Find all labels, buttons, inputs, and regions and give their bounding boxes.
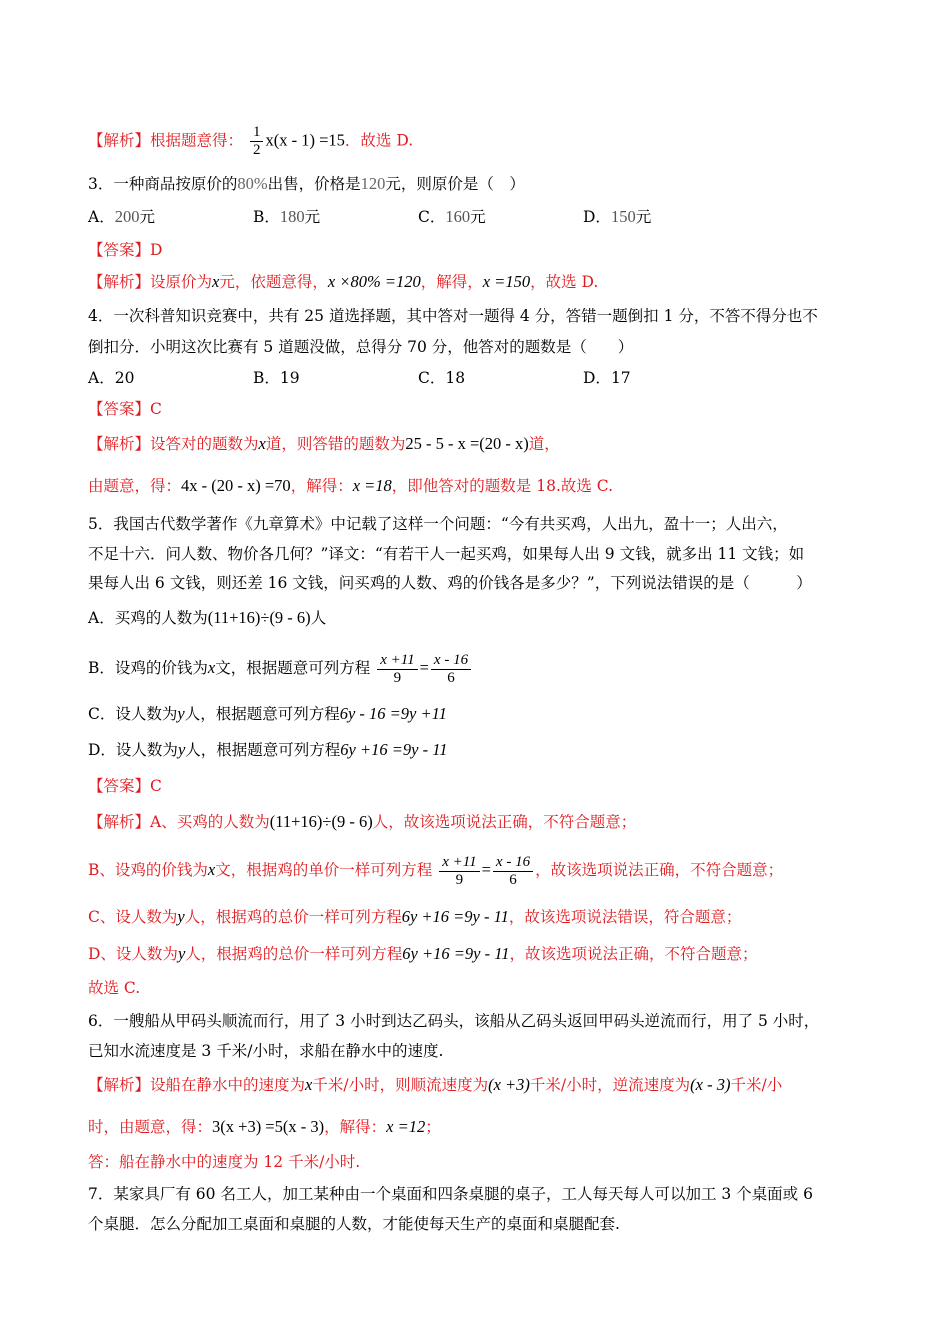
q3-answer: 【答案】D	[88, 241, 163, 259]
q4-answer: 【答案】C	[88, 400, 162, 418]
q5-option-d: D．设人数为y人，根据题意可列方程6y +16 =9y - 11	[88, 740, 448, 759]
q4-option-b: B．19	[253, 369, 300, 387]
q7-stem-line2: 个桌腿．怎么分配加工桌面和桌腿的人数，才能使每天生产的桌面和桌腿配套.	[88, 1215, 620, 1233]
question-number: 7．	[88, 1185, 114, 1203]
q6-analysis-line1: 【解析】设船在静水中的速度为x千米/小时，则顺流速度为(x +3)千米/小时，逆流速度为(x - 3)千米/小	[88, 1075, 783, 1094]
q3-option-d: D．150元	[583, 207, 652, 226]
fraction: $\frac{x +11}{9}$	[439, 854, 479, 889]
q5-option-c: C．设人数为y人，根据题意可列方程6y - 16 =9y +11	[88, 704, 447, 723]
q5-analysis-a: 【解析】A、买鸡的人数为(11+16)÷(9 - 6)人，故该选项说法正确，不符合题意；	[88, 812, 637, 831]
q3-analysis: 【解析】设原价为x元，依题意得，x ×80% =120，解得，x =150，故选 D.	[88, 272, 599, 291]
q5-stem-line3: 果每人出 6 文钱，则还差 16 文钱，问买鸡的人数、鸡的价钱各是多少？”，下列说法错误的是（ ）	[88, 574, 812, 592]
q6-stem-line2: 已知水流速度是 3 千米/小时，求船在静水中的速度.	[88, 1042, 444, 1060]
q4-option-c: C．18	[418, 369, 466, 387]
fraction: $\frac{x - 16}{6}$	[493, 854, 533, 889]
q3-stem: 3．一种商品按原价的80%出售，价格是120元，则原价是（ ）	[88, 174, 525, 193]
analysis-tag: 【解析】	[88, 435, 151, 453]
q6-stem-line1: 6．一艘船从甲码头顺流而行，用了 3 小时到达乙码头，该船从乙码头返回甲码头逆流而行，用了 5 小时，	[88, 1012, 820, 1030]
q5-conclusion: 故选 C.	[88, 979, 141, 997]
q5-stem-line2: 不足十六．问人数、物价各几何？”译文：“有若干人一起买鸡，如果每人出 9 文钱，就多出 11 文钱；如	[88, 545, 805, 563]
q6-answer-line: 答：船在静水中的速度为 12 千米/小时.	[88, 1153, 361, 1171]
q5-stem-line1: 5．我国古代数学著作《九章算术》中记载了这样一个问题：“今有共买鸡，人出九，盈十一；人出六，	[88, 515, 788, 533]
q3-option-c: C．160元	[418, 207, 486, 226]
answer-tag: 【答案】	[88, 777, 151, 795]
q7-stem-line1: 7．某家具厂有 60 名工人，加工某种由一个桌面和四条桌腿的桌子，工人每天每人可以加工 3 个桌面或 6	[88, 1185, 813, 1203]
q4-option-d: D．17	[583, 369, 631, 387]
q4-analysis-line2: 由题意，得：4x - (20 - x) =70，解得：x =18，即他答对的题数是 18.故选 C.	[88, 476, 614, 495]
q4-option-a: A．20	[88, 369, 135, 387]
q5-answer: 【答案】C	[88, 777, 162, 795]
q5-analysis-b: B、设鸡的价钱为x文，根据鸡的单价一样可列方程 $\frac{x +11}{9}$ = $\frac{x - 16}{6}$ ，故该选项说法正确，不符合题意；	[88, 853, 784, 888]
question-number: 3．	[88, 175, 114, 193]
q4-stem-line2: 倒扣分．小明这次比赛有 5 道题没做，总得分 70 分，他答对的题数是（ ）	[88, 338, 634, 356]
q4-analysis-line1: 【解析】设答对的题数为x道，则答错的题数为25 - 5 - x =(20 - x)道，	[88, 434, 560, 453]
analysis-tag: 【解析】	[88, 273, 151, 291]
analysis-tag: 【解析】	[88, 131, 151, 150]
question-number: 4．	[88, 307, 114, 325]
fraction: $\frac{1}{2}$	[250, 124, 264, 159]
q3-option-a: A．200元	[88, 207, 155, 226]
answer-tag: 【答案】	[88, 400, 151, 418]
fraction: $\frac{x +11}{9}$	[377, 652, 417, 687]
answer-tag: 【答案】	[88, 241, 151, 259]
question-number: 5．	[88, 515, 114, 533]
question-number: 6．	[88, 1012, 114, 1030]
equation: x(x - 1) =15	[265, 130, 345, 150]
fraction: $\frac{x - 16}{6}$	[431, 652, 471, 687]
q5-analysis-d: D、设人数为y人，根据鸡的总价一样可列方程6y +16 =9y - 11，故该选项说法正确，不符合题意；	[88, 944, 758, 963]
q2-analysis: 【解析】根据题意得： $\frac{1}{2}$ x(x - 1) =15．故选 D.	[88, 124, 414, 158]
analysis-tag: 【解析】	[88, 813, 151, 831]
q5-option-a: A．买鸡的人数为(11+16)÷(9 - 6)人	[88, 608, 327, 627]
q6-analysis-line2: 时，由题意，得：3(x +3) =5(x - 3)，解得：x =12；	[88, 1117, 441, 1136]
analysis-tag: 【解析】	[88, 1076, 151, 1094]
q5-analysis-c: C、设人数为y人，根据鸡的总价一样可列方程6y +16 =9y - 11，故该选项说法错误，符合题意；	[88, 907, 742, 926]
q4-stem-line1: 4．一次科普知识竞赛中，共有 25 道选择题，其中答对一题得 4 分，答错一题倒扣 1 分，不答不得分也不	[88, 307, 818, 325]
q3-option-b: B．180元	[253, 207, 321, 226]
q5-option-b: B．设鸡的价钱为x文，根据题意可列方程 $\frac{x +11}{9}$ = $\frac{x - 16}{6}$	[88, 651, 864, 687]
